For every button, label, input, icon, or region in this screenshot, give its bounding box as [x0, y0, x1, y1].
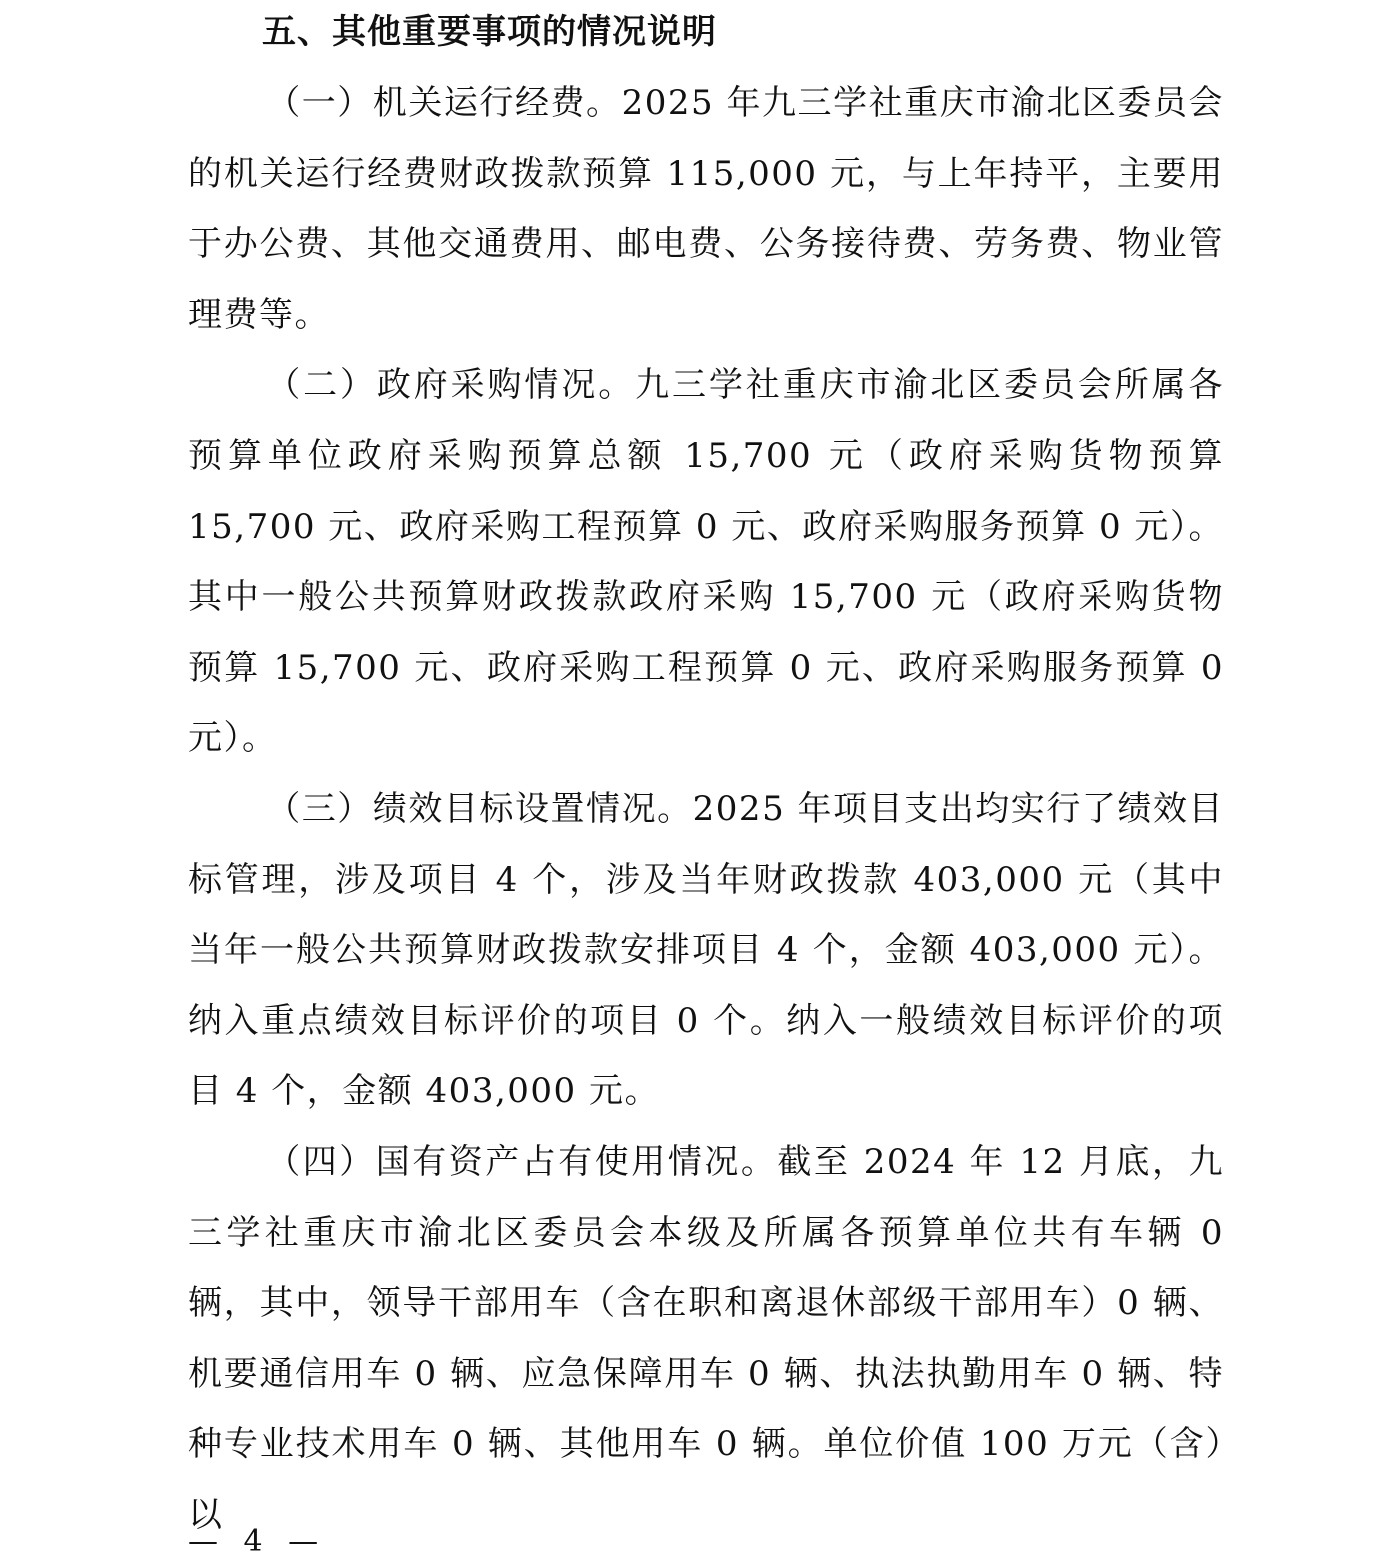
paragraph-performance-targets [188, 774, 1224, 1127]
paragraph-body: 2025 年项目支出均实行了绩效目标管理，涉及项目 4 个，涉及当年财政拨款 403,000 元（其中当年一般公共预算财政拨款安排项目 4 个，金额 403,000 元）。纳入重点绩效目标评价的项目 0 个。纳入一般绩效目标评价的项目 4 个，金额 403,000 元。 [188, 788, 1224, 1112]
paragraph-body: 2025 年九三学社重庆市渝北区委员会的机关运行经费财政拨款预算 115,000 元，与上年持平，主要用于办公费、其他交通费用、邮电费、公务接待费、劳务费、物业管理费等。 [188, 83, 1224, 335]
paragraph-operating-expenses [188, 68, 1224, 350]
section-body [188, 68, 1224, 1550]
paragraph-title: （四）国有资产占有使用情况。 [266, 1141, 778, 1182]
paragraph-title: （三）绩效目标设置情况。 [266, 788, 693, 829]
paragraph-title: （一）机关运行经费。 [266, 83, 622, 123]
paragraph-body: 九三学社重庆市渝北区委员会所属各预算单位政府采购预算总额 15,700 元（政府采购货物预算 15,700 元、政府采购工程预算 0 元、政府采购服务预算 0 元）。其中一般公共预算财政拨款政府采购 15,700 元（政府采购货物预算 15,700 元、政府采购工程预算 0 元、政府采购服务预算 0 元）。 [188, 365, 1225, 759]
paragraph-government-procurement [188, 350, 1224, 774]
section-heading: 五、其他重要事项的情况说明 [262, 12, 717, 52]
paragraph-state-assets [188, 1127, 1224, 1551]
paragraph-body: 截至 2024 年 12 月底，九三学社重庆市渝北区委员会本级及所属各预算单位共有车辆 0 辆，其中，领导干部用车（含在职和离退休部级干部用车）0 辆、机要通信用车 0 辆、应急保障用车 0 辆、执法执勤用车 0 辆、特种专业技术用车 0 辆、其他用车 0 辆。单位价值 100 万元（含）以 [188, 1141, 1224, 1535]
paragraph-title: （二）政府采购情况。 [266, 365, 636, 406]
page-number: — 4 — [188, 1524, 327, 1559]
